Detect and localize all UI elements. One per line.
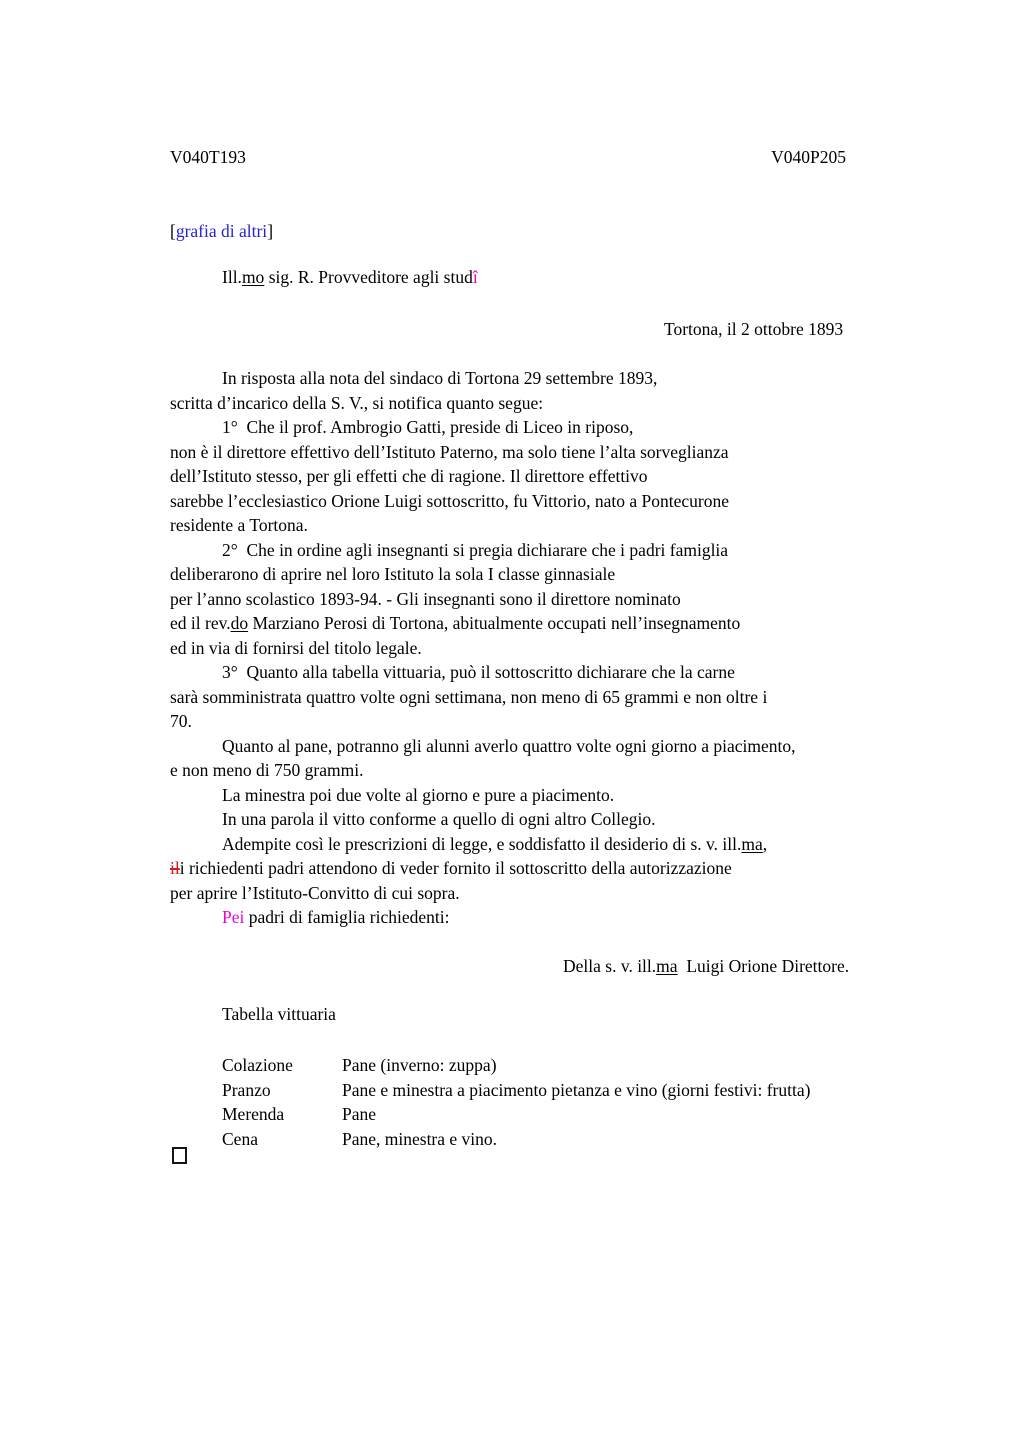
text-line: Quanto al pane, potranno gli alunni averlo quattro volte ogni giorno a piacimento, (222, 735, 796, 756)
empty-square-icon (172, 1147, 187, 1164)
meal-value: Pane (inverno: zuppa) (342, 1055, 497, 1075)
text-line: per aprire l’Istituto-Convitto di cui sopra. (170, 882, 460, 903)
text-line: La minestra poi due volte al giorno e pure a piacimento. (222, 784, 615, 805)
meal-value: Pane (342, 1104, 377, 1124)
text-line: sarà somministrata quattro volte ogni settimana, non meno di 65 grammi e non oltre i (170, 686, 768, 707)
bracket-open: [ (170, 221, 176, 241)
table-row (222, 1078, 810, 1103)
text-line: 3° Quanto alla tabella vittuaria, può il sottoscritto dichiarare che la carne (222, 662, 735, 682)
text-line: 1° Che il prof. Ambrogio Gatti, preside di Liceo in riposo, (222, 417, 634, 437)
text-line: dell’Istituto stesso, per gli effetti che di ragione. Il direttore effettivo (170, 466, 648, 486)
meal-label: Colazione (222, 1055, 293, 1075)
text-line: 2° Che in ordine agli insegnanti si pregia dichiarare che i padri famiglia (222, 539, 729, 560)
text-line: In una parola il vitto conforme a quello di ogni altro Collegio. (222, 809, 656, 829)
bracket-close: ] (267, 221, 274, 241)
dateline: Tortona, il 2 ottobre 1893 (664, 319, 844, 339)
text-line: scritta d’incarico della S. V., si notifica quanto segue: (170, 392, 544, 413)
text-line: Pei padri di famiglia richiedenti: (222, 907, 450, 927)
text-line: Ill.mo sig. R. Provveditore agli studî (222, 267, 478, 287)
text-line: 70. (170, 711, 192, 731)
text-line: In risposta alla nota del sindaco di Tortona 29 settembre 1893, (222, 368, 658, 388)
meal-value: Pane e minestra a piacimento pietanza e vino (giorni festivi: frutta) (342, 1079, 811, 1100)
text-line: ed il rev.do Marziano Perosi di Tortona, abitualmente occupati nell’insegnamento (170, 613, 741, 633)
text-line: sarebbe l’ecclesiastico Orione Luigi sottoscritto, fu Vittorio, nato a Pontecurone (170, 490, 729, 511)
text-line: Della s. v. ill.ma Luigi Orione Direttore. (563, 956, 850, 976)
meal-value: Pane, minestra e vino. (342, 1128, 498, 1149)
table-title: Tabella vittuaria (222, 1004, 336, 1024)
text-line: Adempite così le prescrizioni di legge, e soddisfatto il desiderio di s. v. ill.ma, (222, 833, 768, 854)
meal-label: Pranzo (222, 1079, 271, 1100)
doc-id-right: V040P205 (771, 147, 846, 167)
annotation-link: grafia di altri (175, 221, 268, 241)
table-row (222, 1053, 810, 1078)
salutation-line (222, 265, 478, 290)
header-row (170, 145, 846, 170)
text-line: ili richiedenti padri attendono di veder fornito il sottoscritto della autorizzazione (170, 858, 732, 878)
text-line: residente a Tortona. (170, 515, 308, 535)
text-line: deliberarono di aprire nel loro Istituto la sola I classe ginnasiale (170, 564, 616, 584)
text-line: ed in via di fornirsi del titolo legale. (170, 637, 422, 658)
letter-body (170, 366, 950, 930)
text-line: e non meno di 750 grammi. (170, 760, 364, 780)
signature-line (563, 954, 849, 979)
text-line: non è il direttore effettivo dell’Istituto Paterno, ma solo tiene l’alta sorveglianza (170, 441, 729, 462)
meal-label: Merenda (222, 1104, 285, 1124)
table-row (222, 1102, 810, 1127)
text-line: per l’anno scolastico 1893-94. - Gli insegnanti sono il direttore nominato (170, 588, 681, 609)
table-row (222, 1127, 810, 1152)
doc-id-left: V040T193 (170, 147, 246, 167)
meal-label: Cena (222, 1128, 258, 1149)
annotation (170, 219, 273, 244)
meal-table (222, 1053, 810, 1151)
